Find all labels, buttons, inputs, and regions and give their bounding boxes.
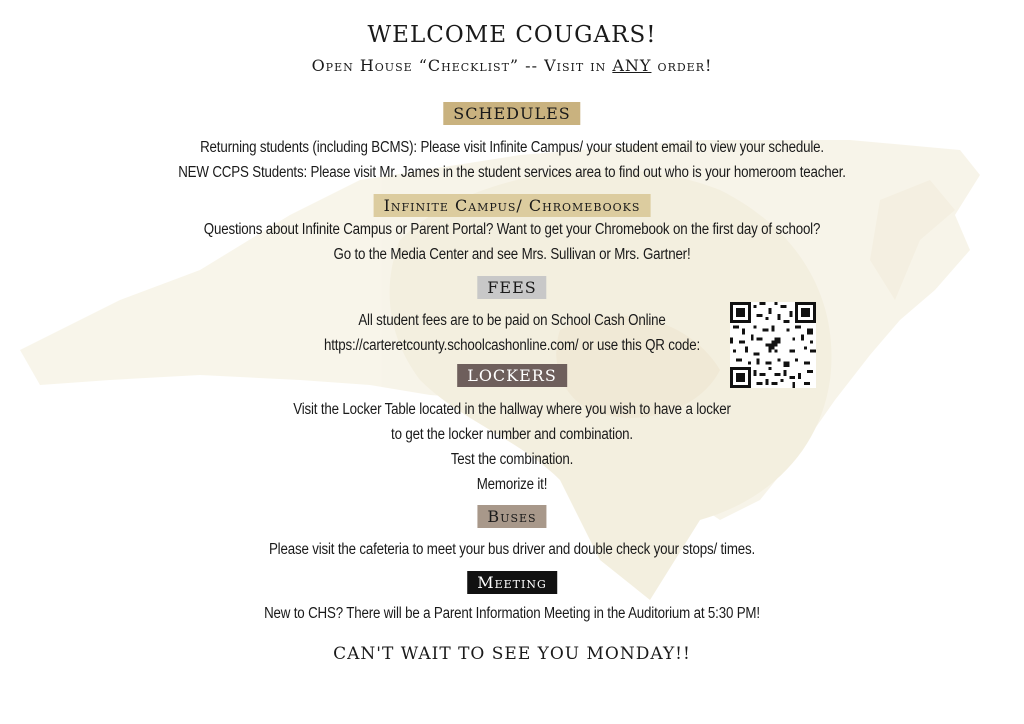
lockers-line-3: Test the combination. <box>450 451 574 468</box>
fees-line-2: https://carteretcounty.schoolcashonline.com/ or use this QR code: <box>323 337 701 354</box>
infinite-campus-heading: Infinite Campus/ Chromebooks <box>374 194 651 217</box>
buses-heading: Buses <box>477 505 546 528</box>
page-title: WELCOME COUGARS! <box>367 22 657 48</box>
infinite-campus-line-2: Go to the Media Center and see Mrs. Sullivan or Mrs. Gartner! <box>333 246 691 263</box>
fees-line-1: All student fees are to be paid on School Cash Online <box>358 312 666 329</box>
page-subtitle <box>0 56 1024 75</box>
school-cash-qr-code[interactable] <box>730 302 816 388</box>
fees-heading: FEES <box>477 276 546 299</box>
subtitle-suffix: order! <box>651 56 713 75</box>
lockers-line-4: Memorize it! <box>476 476 548 493</box>
meeting-heading: Meeting <box>467 571 557 594</box>
buses-line-1: Please visit the cafeteria to meet your bus driver and double check your stops/ times. <box>268 541 756 558</box>
schedules-heading: SCHEDULES <box>443 102 580 125</box>
subtitle-emphasis: ANY <box>612 56 652 75</box>
lockers-heading: LOCKERS <box>457 364 567 387</box>
subtitle-prefix: Open House “Checklist” -- Visit in <box>311 56 613 75</box>
lockers-line-1: Visit the Locker Table located in the hallway where you wish to have a locker <box>293 401 731 418</box>
meeting-line-1: New to CHS? There will be a Parent Information Meeting in the Auditorium at 5:30 PM! <box>264 605 760 622</box>
infinite-campus-line-1: Questions about Infinite Campus or Parent Portal? Want to get your Chromebook on the first day of school? <box>203 221 821 238</box>
closing-message: CAN'T WAIT TO SEE YOU MONDAY!! <box>333 644 691 664</box>
lockers-line-2: to get the locker number and combination. <box>391 426 633 443</box>
schedules-line-2: NEW CCPS Students: Please visit Mr. James in the student services area to find out who is your homeroom teacher. <box>178 164 846 181</box>
schedules-line-1: Returning students (including BCMS): Please visit Infinite Campus/ your student email to view your schedule. <box>200 139 824 156</box>
